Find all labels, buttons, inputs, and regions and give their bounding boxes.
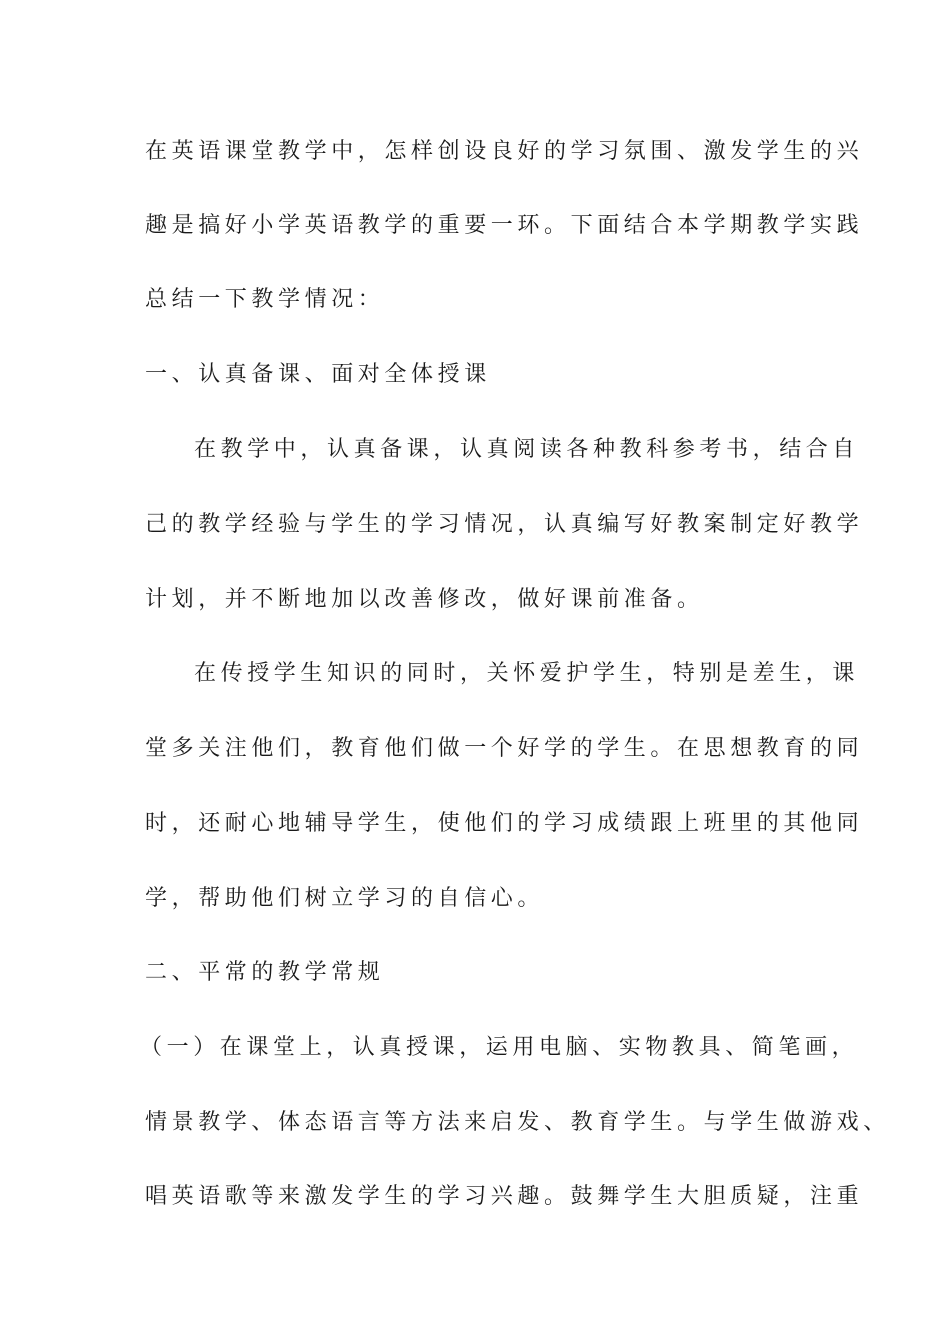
paragraph-line: 学，帮助他们树立学习的自信心。 — [145, 886, 545, 911]
section-heading: 一、认真备课、面对全体授课 — [145, 362, 491, 387]
paragraph-line: 唱英语歌等来激发学生的学习兴趣。鼓舞学生大胆质疑，注重 — [145, 1184, 864, 1209]
paragraph-line: 趣是搞好小学英语教学的重要一环。下面结合本学期教学实践 — [145, 213, 864, 238]
section-heading: 二、平常的教学常规 — [145, 960, 385, 985]
paragraph-line: 时，还耐心地辅导学生，使他们的学习成绩跟上班里的其他同 — [145, 811, 864, 836]
paragraph-line: 堂多关注他们，教育他们做一个好学的学生。在思想教育的同 — [145, 736, 864, 761]
paragraph-line: 情景教学、体态语言等方法来启发、教育学生。与学生做游戏、 — [145, 1110, 890, 1135]
paragraph-line: 在教学中，认真备课，认真阅读各种教科参考书，结合自 — [194, 437, 860, 462]
paragraph-line: 在英语课堂教学中，怎样创设良好的学习氛围、激发学生的兴 — [145, 139, 864, 164]
paragraph-line: （一）在课堂上，认真授课，运用电脑、实物教具、简笔画， — [140, 1035, 859, 1060]
paragraph-line: 在传授学生知识的同时，关怀爱护学生，特别是差生，课 — [194, 661, 860, 686]
paragraph-line: 计划，并不断地加以改善修改，做好课前准备。 — [145, 587, 704, 612]
paragraph-line: 总结一下教学情况： — [145, 287, 385, 312]
paragraph-line: 己的教学经验与学生的学习情况，认真编写好教案制定好教学 — [145, 512, 864, 537]
